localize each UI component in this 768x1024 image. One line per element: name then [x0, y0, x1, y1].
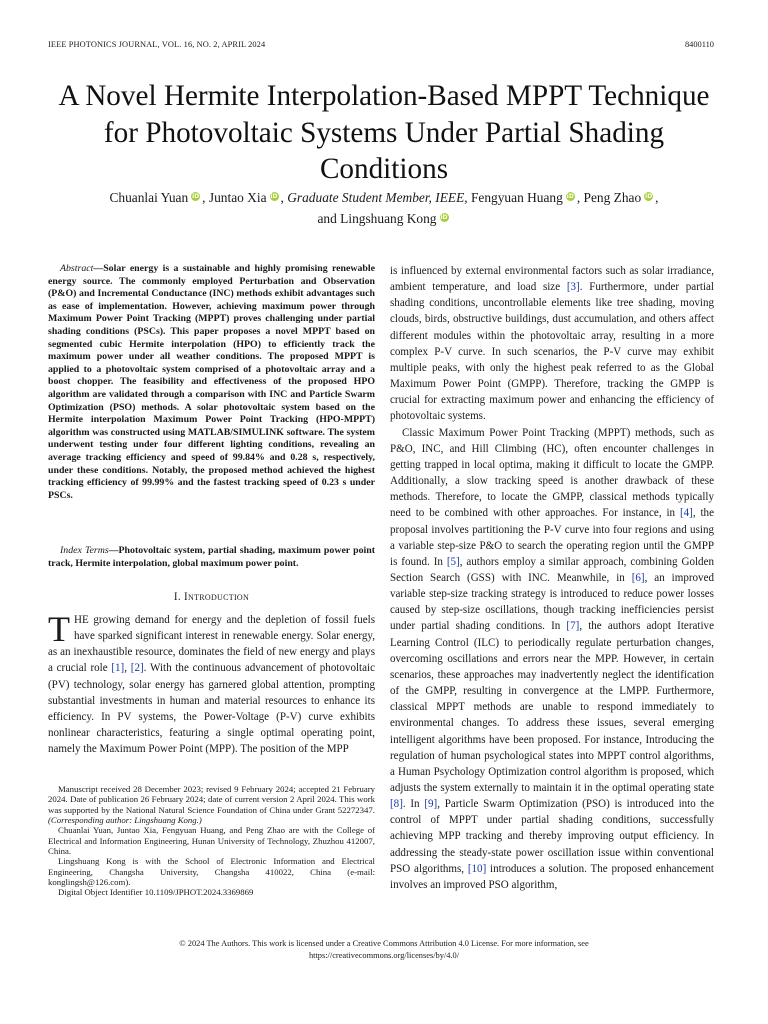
orcid-icon[interactable]: iD	[645, 193, 653, 200]
citation-link[interactable]: [3]	[566, 281, 580, 294]
citation-link[interactable]: [10]	[467, 862, 487, 875]
paragraph-text: Classic Maximum Power Point Tracking (MPPT) methods, such as P&O, INC, and Hill Climbing (HC), often encounter challenges in getting trapped in local optima, making it difficult to locate the GMPP. Additionally, a slow tracking speed is another drawback of these methods. Therefore, to locate the GMPP, classical methods typically need to be combined with other approaches. For instance, in	[390, 426, 714, 520]
index-terms-label: Index Terms	[60, 545, 109, 556]
abstract-label: Abstract	[60, 263, 94, 274]
orcid-icon[interactable]: iD	[440, 213, 448, 221]
footnote-text: Manuscript received 28 December 2023; revised 9 February 2024; accepted 21 February 2024. Date of publication 26 February 2024; date of current version 2 April 2024. This work was supported by the National Natural Science Foundation of China under Grant 52272347.	[48, 784, 375, 815]
citation-separator: ,	[124, 662, 131, 675]
intro-text: . With the continuous advancement of photovoltaic (PV) technology, solar energy has garnered global attention, prompting substantial investments in human and material resources to enhance its efficiency. In PV systems, the Power-Voltage (P-V) curve exhibits nonlinear characteristics, featuring a single optimal operating point, namely the Maximum Power Point (MPP). The position of the MPP	[48, 662, 375, 756]
citation-link[interactable]: [1]	[111, 662, 125, 675]
paragraph-text: , authors employ a similar approach, combining Golden Section Search (GSS) with INC. Meanwhile, in	[390, 555, 715, 584]
right-column-body	[390, 263, 714, 893]
index-terms-text: —Photovoltaic system, partial shading, maximum power point track, Hermite interpolation, global maximum power point.	[48, 545, 376, 569]
corresponding-author: (Corresponding author: Lingshuang Kong.)	[48, 815, 202, 826]
license-text: © 2024 The Authors. This work is licensed under a Creative Commons Attribution 4.0 License. For more information, see	[179, 939, 589, 948]
section-heading	[48, 591, 375, 603]
author-name: Chuanlai Yuan	[109, 190, 189, 205]
citation-link[interactable]: [9]	[424, 798, 438, 811]
paragraph-text: , the proposal involves partitioning the P-V curve into four regions and using a variable step-size P&O to search the operating region until the GMPP is found. In	[390, 507, 714, 568]
citation-link[interactable]: [2]	[130, 662, 144, 675]
paragraph-text: is influenced by external environmental factors such as solar irradiance, ambient temperature, and load size	[390, 265, 714, 294]
footnotes	[48, 784, 375, 898]
intro-text: HE growing demand for energy and the depletion of fossil fuels have sparked significant interest in renewable energy. Solar energy, as an inexhaustible resource, dominates the field of new energy and plays a crucial role	[48, 614, 375, 675]
paragraph-text: . Furthermore, under partial shading conditions, uncontrollable elements like tree shading, moving clouds, birds, obstructive buildings, dust accumulation, and others affect different modules within the photovoltaic array, resulting in a more complex P-V curve. In such scenarios, the P-V curve may exhibit multiple peaks, with only the highest peak referred to as the Global Maximum Power Point (GMPP). Therefore, tracking the GMPP is crucial for extracting maximum power and enhancing the efficiency of photovoltaic systems.	[390, 281, 715, 423]
paper-title: A Novel Hermite Interpolation-Based MPPT Technique for Photovoltaic Systems Under Partial Shading Conditions	[58, 80, 710, 185]
orcid-icon[interactable]: iD	[566, 193, 574, 200]
paragraph	[390, 425, 714, 894]
footnote-affiliation: Chuanlai Yuan, Juntao Xia, Fengyuan Huang, and Peng Zhao are with the College of Electrical and Information Engineering, Hunan University of Technology, Zhuzhou 412007, China.	[48, 825, 375, 857]
running-header-journal: IEEE PHOTONICS JOURNAL, VOL. 16, NO. 2, APRIL 2024	[48, 40, 266, 49]
drop-cap: T	[48, 609, 70, 649]
paragraph-text: , the authors adopt Iterative Learning Control (ILC) to periodically regulate perturbation changes, overcoming oscillations and errors near the MPP. However, in certain scenarios, these approaches may inadvertently neglect the identification of the GMPP, resulting in convergence at the LMPP. Furthermore, classical MPPT methods are unable to respond immediately to environmental changes. To address these issues, several emerging intelligent algorithms have been proposed. For instance, Introducing the regulation of human psychological states into MPPT control algorithms, a Human Psychology Optimization control algorithm is proposed, which adjusts the system externally to maintain it in the optimal operating state	[390, 620, 714, 794]
citation-link[interactable]: [5]	[446, 555, 460, 568]
footnote-manuscript	[48, 784, 375, 825]
abstract	[48, 263, 375, 502]
introduction-body	[48, 609, 375, 757]
paragraph-text: . In	[402, 798, 425, 811]
paragraph-text: introduces a solution. The proposed enhancement involves an improved PSO algorithm,	[390, 862, 714, 891]
section-title: Introduction	[184, 591, 250, 603]
abstract-text: —Solar energy is a sustainable and highly promising renewable energy source. The commonly employed Perturbation and Observation (P&O) and Incremental Conductance (INC) methods exhibit advantages such as ease of implementation. However, achieving maximum power through Maximum Power Point Tracking (MPPT) proves challenging under partial shading conditions (PSCs). This paper proposes a novel MPPT based on segmented cubic Hermite interpolation (HPO) to efficiently track the maximum power under all weather conditions. The proposed MPPT is applied to a photovoltaic system comprised of a photovoltaic array and a boost chopper. The feasibility and effectiveness of the proposed HPO algorithm are validated through a comparison with INC and Particle Swarm Optimization (PSO) methods. A solar photovoltaic system based on the Hermite interpolation Maximum Power Point Tracking (HPO-MPPT) algorithm was constructed using MATLAB/SIMULINK software. The system underwent testing under four different lighting conditions, revealing an average tracking efficiency and speed of 99.84% and 0.28 s, respectively, under these conditions. Notably, the proposed method achieved the highest tracking efficiency of 99.99% and the fastest tracking speed of 0.23 s under PSCs.	[48, 263, 375, 501]
paragraph-text: , an improved variable step-size tracking strategy is introduced to reduce power losses caused by step-size oscillations, though tracking inefficiencies persist under partial shading conditions. In	[390, 571, 714, 633]
author-name: Juntao Xia	[208, 190, 267, 205]
author-membership: Graduate Student Member, IEEE	[287, 190, 465, 205]
article-number: 8400110	[684, 40, 714, 49]
author-name: Fengyuan Huang	[470, 190, 563, 205]
citation-link[interactable]: [6]	[631, 571, 645, 584]
index-terms	[48, 545, 375, 570]
author-conjunction: and	[317, 210, 337, 226]
citation-link[interactable]: [7]	[566, 620, 580, 633]
paragraph	[390, 263, 714, 425]
section-number: I.	[173, 591, 181, 603]
orcid-icon[interactable]: iD	[270, 193, 278, 200]
license-url[interactable]: https://creativecommons.org/licenses/by/4.0/	[308, 951, 460, 960]
doi: Digital Object Identifier 10.1109/JPHOT.2024.3369869	[58, 887, 254, 898]
citation-link[interactable]: [8]	[390, 798, 403, 811]
footnote-affiliation: Lingshuang Kong is with the School of Electronic Information and Electrical Engineering, Changsha University, Changsha 410022, China (e-mail: konglingsh@126.com).	[48, 856, 375, 888]
license-footer	[48, 938, 720, 962]
paragraph-text: , Particle Swarm Optimization (PSO) is introduced into the control of MPPT under partial shading conditions, successfully achieving MPP tracking and thereby improving output efficiency. In addressing the steady-state power oscillation issue within conventional PSO algorithms,	[390, 798, 714, 875]
author-name: Lingshuang Kong	[340, 210, 437, 226]
orcid-icon[interactable]: iD	[192, 193, 200, 200]
author-list: Chuanlai Yuan iD , Juntao Xia iD , Graduate Student Member, IEEE, Fengyuan Huang iD , Peng Zhao iD , and Lingshuang Kong iD	[109, 190, 659, 226]
author-name: Peng Zhao	[583, 190, 642, 205]
citation-link[interactable]: [4]	[679, 507, 693, 520]
